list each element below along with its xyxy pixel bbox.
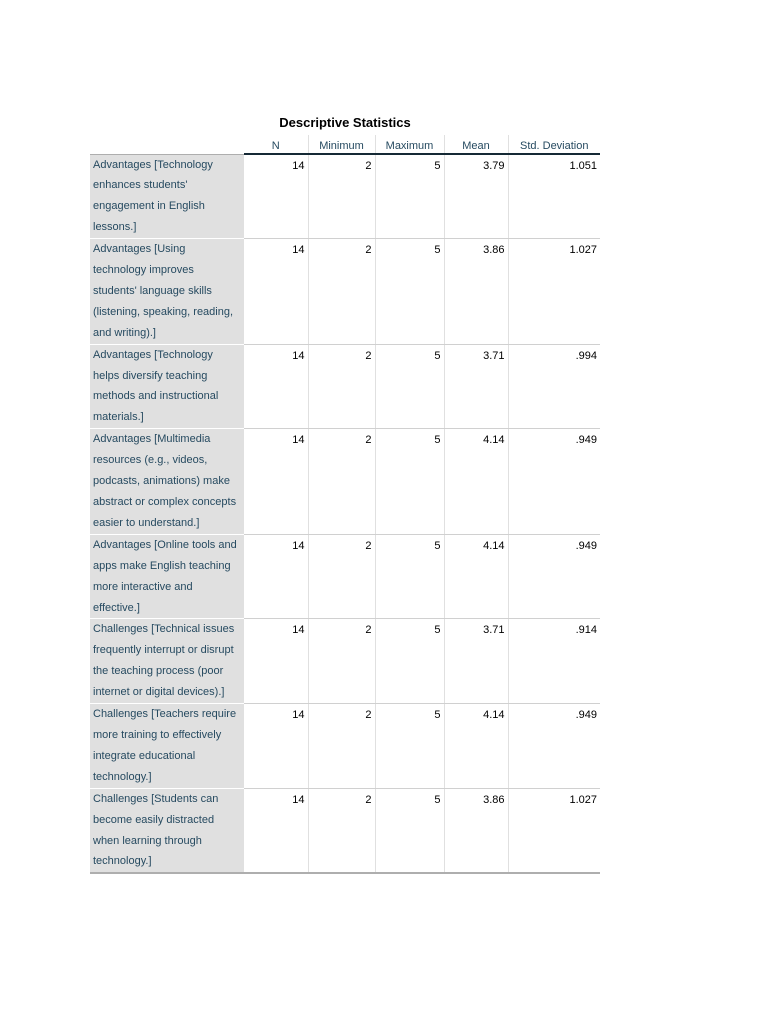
cell-maximum: 5 xyxy=(375,344,444,429)
cell-minimum: 2 xyxy=(308,429,375,535)
descriptive-statistics-table xyxy=(90,135,600,874)
cell-mean: 3.71 xyxy=(444,344,508,429)
cell-mean: 4.14 xyxy=(444,534,508,619)
cell-minimum: 2 xyxy=(308,344,375,429)
table-row xyxy=(90,239,600,345)
cell-mean: 3.71 xyxy=(444,619,508,704)
cell-minimum: 2 xyxy=(308,619,375,704)
header-maximum: Maximum xyxy=(375,135,444,154)
cell-minimum: 2 xyxy=(308,534,375,619)
cell-maximum: 5 xyxy=(375,704,444,789)
cell-minimum: 2 xyxy=(308,704,375,789)
table-row xyxy=(90,619,600,704)
cell-std-deviation: 1.027 xyxy=(508,788,600,873)
cell-maximum: 5 xyxy=(375,788,444,873)
cell-n: 14 xyxy=(244,344,308,429)
cell-maximum: 5 xyxy=(375,429,444,535)
table-row xyxy=(90,704,600,789)
row-label: Advantages [Using technology improves students' language skills (listening, speaking, reading, and writing).] xyxy=(90,239,244,345)
cell-std-deviation: 1.051 xyxy=(508,154,600,239)
row-label: Advantages [Technology helps diversify teaching methods and instructional materials.] xyxy=(90,344,244,429)
cell-minimum: 2 xyxy=(308,788,375,873)
table-row xyxy=(90,788,600,873)
header-n: N xyxy=(244,135,308,154)
header-row xyxy=(90,135,600,154)
table-row xyxy=(90,534,600,619)
cell-std-deviation: .949 xyxy=(508,429,600,535)
cell-std-deviation: .914 xyxy=(508,619,600,704)
cell-mean: 3.86 xyxy=(444,788,508,873)
cell-maximum: 5 xyxy=(375,154,444,239)
cell-maximum: 5 xyxy=(375,239,444,345)
row-label: Challenges [Students can become easily distracted when learning through technology.] xyxy=(90,788,244,873)
cell-n: 14 xyxy=(244,429,308,535)
table-title xyxy=(90,115,600,130)
cell-mean: 4.14 xyxy=(444,704,508,789)
cell-mean: 3.79 xyxy=(444,154,508,239)
cell-n: 14 xyxy=(244,534,308,619)
cell-n: 14 xyxy=(244,704,308,789)
cell-minimum: 2 xyxy=(308,239,375,345)
row-label: Advantages [Online tools and apps make English teaching more interactive and effective.] xyxy=(90,534,244,619)
cell-std-deviation: 1.027 xyxy=(508,239,600,345)
header-minimum: Minimum xyxy=(308,135,375,154)
cell-mean: 4.14 xyxy=(444,429,508,535)
table-row xyxy=(90,344,600,429)
cell-n: 14 xyxy=(244,239,308,345)
cell-std-deviation: .949 xyxy=(508,534,600,619)
cell-minimum: 2 xyxy=(308,154,375,239)
header-std-deviation: Std. Deviation xyxy=(508,135,600,154)
row-label: Advantages [Technology enhances students' engagement in English lessons.] xyxy=(90,154,244,239)
table-title-text: Descriptive Statistics xyxy=(279,115,411,130)
row-label: Challenges [Teachers require more training to effectively integrate educational technology.] xyxy=(90,704,244,789)
cell-std-deviation: .994 xyxy=(508,344,600,429)
table-row xyxy=(90,429,600,535)
header-corner xyxy=(90,135,244,154)
cell-n: 14 xyxy=(244,619,308,704)
cell-n: 14 xyxy=(244,154,308,239)
row-label: Challenges [Technical issues frequently interrupt or disrupt the teaching process (poor internet or digital devices).] xyxy=(90,619,244,704)
cell-maximum: 5 xyxy=(375,619,444,704)
row-label: Advantages [Multimedia resources (e.g., videos, podcasts, animations) make abstract or complex concepts easier to understand.] xyxy=(90,429,244,535)
header-mean: Mean xyxy=(444,135,508,154)
cell-maximum: 5 xyxy=(375,534,444,619)
cell-n: 14 xyxy=(244,788,308,873)
cell-std-deviation: .949 xyxy=(508,704,600,789)
cell-mean: 3.86 xyxy=(444,239,508,345)
table-row xyxy=(90,154,600,239)
